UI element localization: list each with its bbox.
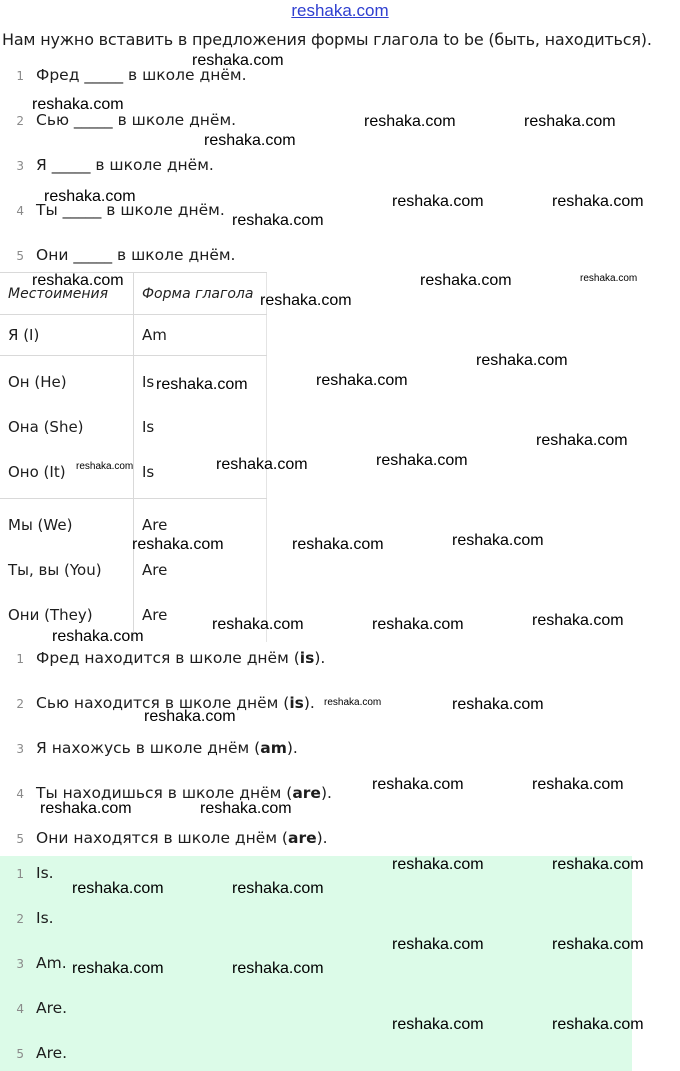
watermark: reshaka.com	[40, 800, 132, 817]
watermark: reshaka.com	[372, 616, 464, 633]
site-link[interactable]: reshaka.com	[291, 1, 389, 20]
watermark: reshaka.com	[192, 52, 284, 69]
verb-form: is	[299, 649, 315, 667]
watermark: reshaka.com	[232, 880, 324, 897]
table-cell-form: Are	[142, 606, 168, 624]
table-cell-form: Am	[142, 326, 167, 344]
watermark: reshaka.com	[476, 352, 568, 369]
item-number: 4	[16, 787, 24, 801]
verb-form: is	[289, 694, 304, 712]
answer-text: Is.	[36, 909, 54, 927]
watermark: reshaka.com	[52, 628, 144, 645]
question-text: Сью _____ в школе днём.	[36, 111, 237, 129]
watermark: reshaka.com	[72, 960, 164, 977]
question-text: Они _____ в школе днём.	[36, 246, 236, 264]
watermark: reshaka.com	[216, 456, 308, 473]
explanation-text: Фред находится в школе днём (is).	[36, 649, 326, 667]
table-cell-form: Is	[142, 373, 155, 391]
watermark: reshaka.com	[316, 372, 408, 389]
question-text: Я _____ в школе днём.	[36, 156, 214, 174]
table-cell-form: Are	[142, 516, 168, 534]
watermark: reshaka.com	[420, 272, 512, 289]
table-divider	[0, 498, 267, 499]
answer-text: Are.	[36, 1044, 68, 1062]
watermark: reshaka.com	[32, 272, 124, 289]
answer-text: Is.	[36, 864, 54, 882]
watermark: reshaka.com	[392, 193, 484, 210]
answer-item	[0, 909, 680, 933]
table-cell-pronoun: Мы (We)	[8, 516, 73, 534]
watermark: reshaka.com	[552, 936, 644, 953]
watermark: reshaka.com	[32, 96, 124, 113]
explanation-item	[0, 739, 680, 763]
explanation-item	[0, 829, 680, 853]
question-item	[0, 246, 680, 270]
watermark: reshaka.com	[372, 776, 464, 793]
table-divider	[0, 355, 267, 356]
item-number: 1	[16, 652, 24, 666]
item-number: 3	[16, 742, 24, 756]
answer-text: Are.	[36, 999, 68, 1017]
watermark: reshaka.com	[156, 376, 248, 393]
verb-form: am	[260, 739, 287, 757]
watermark: reshaka.com	[232, 960, 324, 977]
table-divider	[133, 272, 134, 642]
table-cell-pronoun: Она (She)	[8, 418, 84, 436]
item-number: 5	[16, 832, 24, 846]
watermark: reshaka.com	[260, 292, 352, 309]
item-number: 2	[16, 697, 24, 711]
question-text: Ты _____ в школе днём.	[36, 201, 225, 219]
explanation-text: Ты находишься в школе днём (are).	[36, 784, 332, 802]
item-number: 1	[16, 867, 24, 881]
item-number: 4	[16, 1002, 24, 1016]
table-cell-pronoun: Ты, вы (You)	[8, 561, 102, 579]
table-cell-form: Is	[142, 463, 155, 481]
watermark: reshaka.com	[132, 536, 224, 553]
item-number: 2	[16, 114, 24, 128]
task-intro: Нам нужно вставить в предложения формы глагола to be (быть, находиться).	[2, 30, 652, 49]
table-header: Местоимения	[8, 286, 109, 302]
watermark: reshaka.com	[364, 113, 456, 130]
table-cell-form: Is	[142, 418, 155, 436]
answer-text: Am.	[36, 954, 67, 972]
watermark: reshaka.com	[392, 1016, 484, 1033]
watermark: reshaka.com	[524, 113, 616, 130]
watermark: reshaka.com	[324, 697, 382, 708]
watermark: reshaka.com	[532, 612, 624, 629]
watermark: reshaka.com	[292, 536, 384, 553]
watermark: reshaka.com	[452, 696, 544, 713]
explanation-text: Они находятся в школе днём (are).	[36, 829, 328, 847]
watermark: reshaka.com	[72, 880, 164, 897]
verb-form: are	[292, 784, 321, 802]
question-item	[0, 156, 680, 180]
watermark: reshaka.com	[552, 193, 644, 210]
table-cell-pronoun: Он (He)	[8, 373, 67, 391]
watermark: reshaka.com	[212, 616, 304, 633]
table-cell-form: Are	[142, 561, 168, 579]
table-cell-pronoun: Я (I)	[8, 326, 40, 344]
explanation-text: Я нахожусь в школе днём (am).	[36, 739, 298, 757]
item-number: 5	[16, 1047, 24, 1061]
watermark: reshaka.com	[204, 132, 296, 149]
watermark: reshaka.com	[392, 856, 484, 873]
question-text: Фред _____ в школе днём.	[36, 66, 247, 84]
watermark: reshaka.com	[232, 212, 324, 229]
item-number: 3	[16, 159, 24, 173]
table-header: Форма глагола	[142, 286, 254, 302]
watermark: reshaka.com	[536, 432, 628, 449]
question-item	[0, 66, 680, 90]
table-cell-pronoun: Оно (It)	[8, 463, 66, 481]
watermark: reshaka.com	[76, 461, 134, 472]
watermark: reshaka.com	[552, 1016, 644, 1033]
item-number: 3	[16, 957, 24, 971]
explanation-text: Сью находится в школе днём (is).	[36, 694, 315, 712]
item-number: 1	[16, 69, 24, 83]
watermark: reshaka.com	[552, 856, 644, 873]
watermark: reshaka.com	[532, 776, 624, 793]
item-number: 4	[16, 204, 24, 218]
watermark: reshaka.com	[200, 800, 292, 817]
item-number: 5	[16, 249, 24, 263]
table-divider	[0, 314, 267, 315]
watermark: reshaka.com	[392, 936, 484, 953]
watermark: reshaka.com	[580, 273, 638, 284]
watermark: reshaka.com	[376, 452, 468, 469]
watermark: reshaka.com	[452, 532, 544, 549]
verb-form: are	[287, 829, 317, 847]
watermark: reshaka.com	[144, 708, 236, 725]
answer-item	[0, 1044, 680, 1068]
table-cell-pronoun: Они (They)	[8, 606, 93, 624]
explanation-item	[0, 649, 680, 673]
watermark: reshaka.com	[44, 188, 136, 205]
item-number: 2	[16, 912, 24, 926]
